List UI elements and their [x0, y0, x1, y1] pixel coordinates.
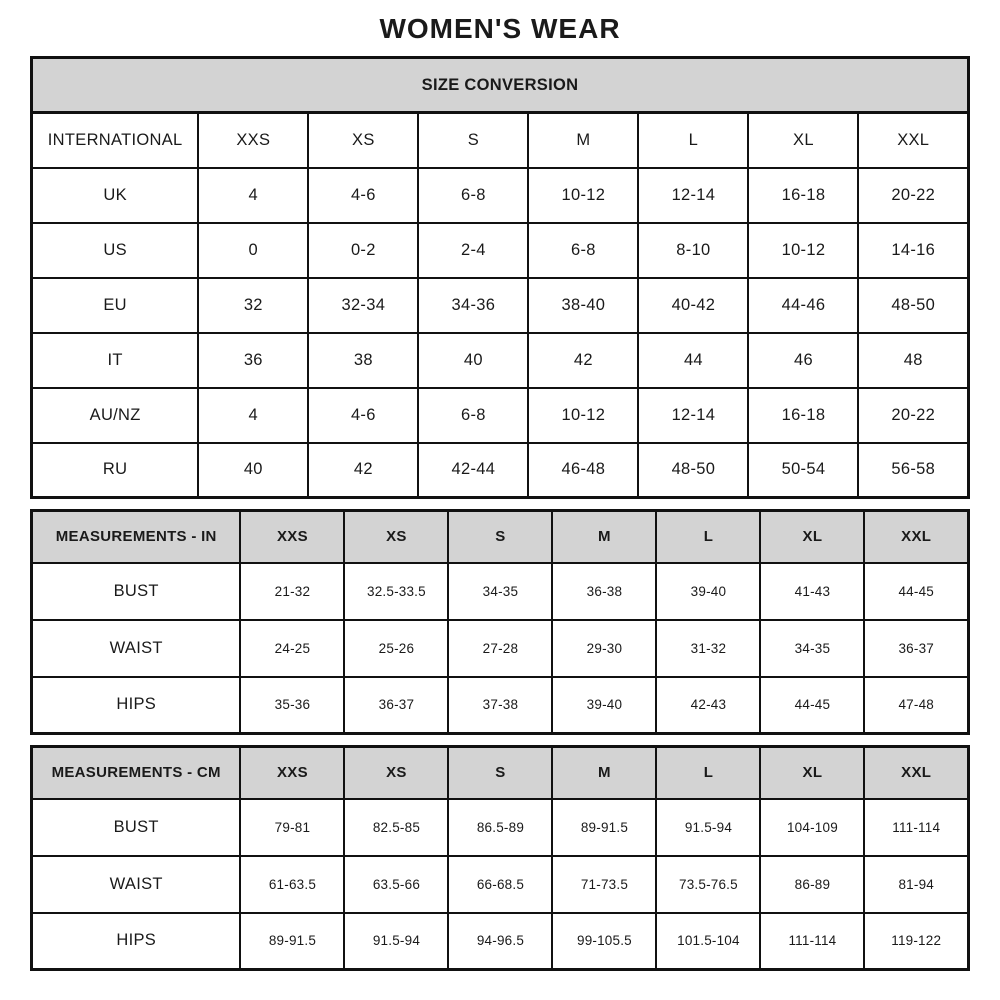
value-cell: 42 — [528, 333, 638, 388]
column-header-cell: M — [552, 747, 656, 799]
value-cell: 34-36 — [418, 278, 528, 333]
table-row — [32, 168, 969, 223]
value-cell: 46 — [748, 333, 858, 388]
value-cell: 14-16 — [858, 223, 968, 278]
value-cell: 24-25 — [240, 620, 344, 677]
row-label-cell: BUST — [32, 799, 241, 856]
value-cell: 89-91.5 — [240, 913, 344, 970]
value-cell: 47-48 — [864, 677, 968, 734]
column-header-cell: XXL — [864, 747, 968, 799]
value-cell: 4-6 — [308, 388, 418, 443]
value-cell: 4-6 — [308, 168, 418, 223]
value-cell: 37-38 — [448, 677, 552, 734]
value-cell: 63.5-66 — [344, 856, 448, 913]
value-cell: 89-91.5 — [552, 799, 656, 856]
column-header-cell: XXS — [198, 113, 308, 168]
table-row — [32, 388, 969, 443]
header-label-cell: INTERNATIONAL — [32, 113, 199, 168]
value-cell: 32.5-33.5 — [344, 563, 448, 620]
row-label-cell: EU — [32, 278, 199, 333]
column-header-cell: L — [638, 113, 748, 168]
value-cell: 36-38 — [552, 563, 656, 620]
value-cell: 81-94 — [864, 856, 968, 913]
value-cell: 8-10 — [638, 223, 748, 278]
value-cell: 86-89 — [760, 856, 864, 913]
row-label-cell: WAIST — [32, 620, 241, 677]
value-cell: 111-114 — [760, 913, 864, 970]
value-cell: 101.5-104 — [656, 913, 760, 970]
value-cell: 44 — [638, 333, 748, 388]
value-cell: 16-18 — [748, 388, 858, 443]
value-cell: 38-40 — [528, 278, 638, 333]
table-row — [32, 677, 969, 734]
value-cell: 32 — [198, 278, 308, 333]
value-cell: 44-46 — [748, 278, 858, 333]
value-cell: 6-8 — [418, 168, 528, 223]
value-cell: 34-35 — [760, 620, 864, 677]
column-header-cell: S — [448, 747, 552, 799]
row-label-cell: RU — [32, 443, 199, 498]
row-label-cell: BUST — [32, 563, 241, 620]
value-cell: 42-44 — [418, 443, 528, 498]
value-cell: 38 — [308, 333, 418, 388]
value-cell: 40-42 — [638, 278, 748, 333]
value-cell: 86.5-89 — [448, 799, 552, 856]
header-row — [32, 747, 969, 799]
table-row — [32, 278, 969, 333]
table-row — [32, 563, 969, 620]
value-cell: 25-26 — [344, 620, 448, 677]
value-cell: 39-40 — [656, 563, 760, 620]
table-row — [32, 799, 969, 856]
value-cell: 20-22 — [858, 388, 968, 443]
value-cell: 79-81 — [240, 799, 344, 856]
value-cell: 27-28 — [448, 620, 552, 677]
value-cell: 56-58 — [858, 443, 968, 498]
value-cell: 36-37 — [344, 677, 448, 734]
column-header-cell: M — [552, 511, 656, 563]
value-cell: 10-12 — [528, 168, 638, 223]
row-label-cell: HIPS — [32, 913, 241, 970]
value-cell: 44-45 — [760, 677, 864, 734]
header-label-cell: MEASUREMENTS - IN — [32, 511, 241, 563]
table-row — [32, 913, 969, 970]
row-label-cell: AU/NZ — [32, 388, 199, 443]
column-header-cell: XL — [760, 511, 864, 563]
column-header-cell: XL — [748, 113, 858, 168]
value-cell: 12-14 — [638, 388, 748, 443]
value-cell: 66-68.5 — [448, 856, 552, 913]
value-cell: 2-4 — [418, 223, 528, 278]
value-cell: 91.5-94 — [656, 799, 760, 856]
value-cell: 39-40 — [552, 677, 656, 734]
row-label-cell: HIPS — [32, 677, 241, 734]
value-cell: 48 — [858, 333, 968, 388]
value-cell: 48-50 — [858, 278, 968, 333]
value-cell: 46-48 — [528, 443, 638, 498]
value-cell: 119-122 — [864, 913, 968, 970]
value-cell: 94-96.5 — [448, 913, 552, 970]
size-conversion-table — [30, 56, 970, 499]
header-label-cell: MEASUREMENTS - CM — [32, 747, 241, 799]
column-header-cell: XS — [344, 747, 448, 799]
value-cell: 42 — [308, 443, 418, 498]
value-cell: 91.5-94 — [344, 913, 448, 970]
table-row — [32, 443, 969, 498]
value-cell: 36 — [198, 333, 308, 388]
value-cell: 0 — [198, 223, 308, 278]
measurements-cm-table — [30, 745, 970, 971]
value-cell: 10-12 — [528, 388, 638, 443]
row-label-cell: IT — [32, 333, 199, 388]
column-header-cell: XXL — [864, 511, 968, 563]
value-cell: 71-73.5 — [552, 856, 656, 913]
table-banner: SIZE CONVERSION — [32, 58, 969, 113]
value-cell: 41-43 — [760, 563, 864, 620]
value-cell: 16-18 — [748, 168, 858, 223]
value-cell: 73.5-76.5 — [656, 856, 760, 913]
value-cell: 21-32 — [240, 563, 344, 620]
page-title: WOMEN'S WEAR — [379, 13, 621, 44]
column-header-cell: L — [656, 747, 760, 799]
row-label-cell: UK — [32, 168, 199, 223]
value-cell: 12-14 — [638, 168, 748, 223]
row-label-cell: US — [32, 223, 199, 278]
value-cell: 99-105.5 — [552, 913, 656, 970]
column-header-cell: XXL — [858, 113, 968, 168]
column-header-cell: XS — [344, 511, 448, 563]
value-cell: 42-43 — [656, 677, 760, 734]
value-cell: 44-45 — [864, 563, 968, 620]
value-cell: 10-12 — [748, 223, 858, 278]
column-header-cell: M — [528, 113, 638, 168]
table-row — [32, 620, 969, 677]
table-gap — [30, 499, 970, 509]
value-cell: 40 — [198, 443, 308, 498]
value-cell: 36-37 — [864, 620, 968, 677]
value-cell: 29-30 — [552, 620, 656, 677]
value-cell: 32-34 — [308, 278, 418, 333]
table-row — [32, 223, 969, 278]
column-header-cell: S — [448, 511, 552, 563]
column-header-cell: S — [418, 113, 528, 168]
measurements-cm-table — [30, 745, 970, 971]
table-row — [32, 333, 969, 388]
value-cell: 50-54 — [748, 443, 858, 498]
size-conversion-table — [30, 56, 970, 499]
value-cell: 0-2 — [308, 223, 418, 278]
row-label-cell: WAIST — [32, 856, 241, 913]
value-cell: 4 — [198, 168, 308, 223]
column-header-cell: XL — [760, 747, 864, 799]
value-cell: 40 — [418, 333, 528, 388]
value-cell: 31-32 — [656, 620, 760, 677]
header-row — [32, 113, 969, 168]
column-header-cell: XXS — [240, 511, 344, 563]
value-cell: 104-109 — [760, 799, 864, 856]
column-header-cell: L — [656, 511, 760, 563]
value-cell: 6-8 — [528, 223, 638, 278]
value-cell: 20-22 — [858, 168, 968, 223]
column-header-cell: XXS — [240, 747, 344, 799]
column-header-cell: XS — [308, 113, 418, 168]
value-cell: 34-35 — [448, 563, 552, 620]
value-cell: 35-36 — [240, 677, 344, 734]
value-cell: 61-63.5 — [240, 856, 344, 913]
value-cell: 111-114 — [864, 799, 968, 856]
header-row — [32, 511, 969, 563]
value-cell: 6-8 — [418, 388, 528, 443]
measurements-in-table — [30, 509, 970, 735]
measurements-in-table — [30, 509, 970, 735]
table-gap — [30, 735, 970, 745]
value-cell: 4 — [198, 388, 308, 443]
value-cell: 48-50 — [638, 443, 748, 498]
value-cell: 82.5-85 — [344, 799, 448, 856]
table-row — [32, 856, 969, 913]
